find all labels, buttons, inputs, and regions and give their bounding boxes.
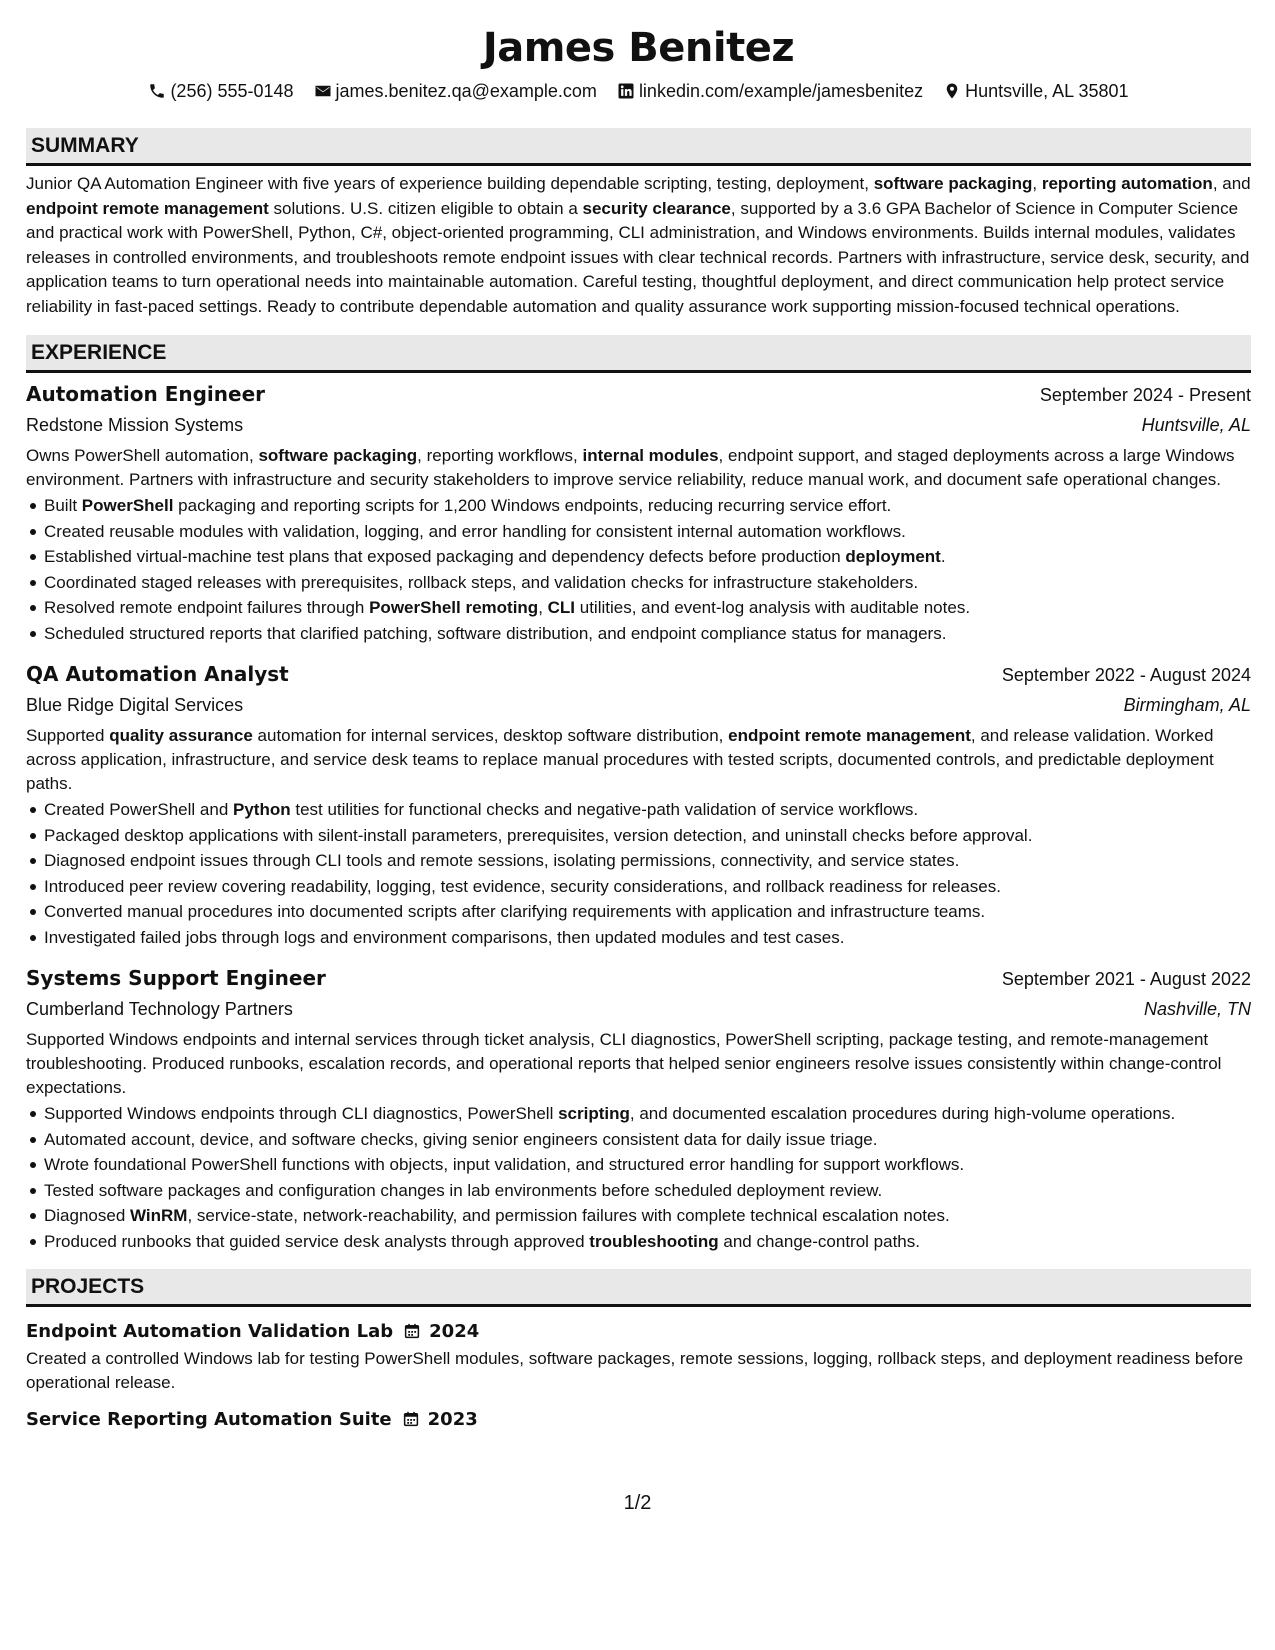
bold-keyword: reporting automation [1041,174,1213,193]
bullet-item [44,571,1251,595]
project-entry [26,1317,1251,1395]
job-company: Cumberland Technology Partners [26,999,293,1019]
section-header-summary [26,128,1251,166]
text-run: , and documented escalation procedures during high-volume operations. [629,1104,1176,1123]
bold-keyword: PowerShell remoting [369,598,539,617]
bullet-item [44,622,1251,646]
text-run: , supported by a 3.6 GPA Bachelor of Science in Computer Science and practical work with PowerShell, Python, C#, object-oriented programming, CLI administration, and Windows environments. Builds internal modules, validates releases in controlled environments, and troubleshoots remote endpoint issues with clear technical records. Partners with infrastructure, service desk, security, and application teams to turn operational needs into maintainable automation. Careful testing, thoughtful deployment, and direct communication help protect service reliability in fast-paced settings. Ready to contribute dependable automation and quality assurance work supporting mission-focused technical operations. [26,198,1250,316]
text-run: packaging and reporting scripts for 1,200 Windows endpoints, reducing recurring service effort. [173,496,892,515]
job-title: Automation Engineer [26,382,266,406]
bold-keyword: internal modules [582,446,719,465]
project-description: Created a controlled Windows lab for testing PowerShell modules, software packages, remote sessions, logging, rollback steps, and deployment readiness before operational release. [26,1349,1244,1392]
text-run: Coordinated staged releases with prerequisites, rollback steps, and validation checks for infrastructure stakeholders. [44,572,919,592]
job-entry [26,659,1251,949]
location-text: Huntsville, AL 35801 [965,80,1129,101]
bold-keyword: CLI [547,598,576,617]
bullet-item [44,1230,1251,1254]
section-header-projects [26,1269,1251,1307]
job-location: Huntsville, AL [1141,415,1251,435]
project-entry [26,1405,1251,1433]
contact-linkedin[interactable] [617,81,923,102]
bold-keyword: troubleshooting [589,1231,719,1251]
bullet-item [44,824,1251,848]
text-run: Wrote foundational PowerShell functions with objects, input validation, and structured error handling for support workflows. [44,1155,965,1174]
text-run: , [538,598,548,617]
bullet-item [44,1204,1251,1228]
text-run: Produced runbooks that guided service desk analysts through approved [44,1231,590,1251]
contact-phone [148,81,293,102]
job-subheader [26,994,1251,1024]
text-run: Established virtual-machine test plans that exposed packaging and dependency defects before production [44,547,846,566]
contact-email[interactable] [314,81,597,102]
job-title: Systems Support Engineer [26,966,326,990]
text-run: Diagnosed [44,1206,131,1225]
job-entry [26,963,1251,1253]
text-run: Packaged desktop applications with silent-install parameters, prerequisites, version detection, and uninstall checks before approval. [44,825,1033,845]
job-bullets [26,798,1251,949]
bold-keyword: WinRM [130,1206,188,1225]
project-title: Endpoint Automation Validation Lab [26,1320,394,1342]
text-run: automation for internal services, desktop software distribution, [252,726,729,745]
text-run: Automated account, device, and software checks, giving senior engineers consistent data for daily issue triage. [44,1129,878,1149]
linkedin-link[interactable]: linkedin.com/example/jamesbenitez [638,80,924,101]
text-run: Scheduled structured reports that clarified patching, software distribution, and endpoint compliance status for managers. [44,623,947,643]
calendar-icon [403,1322,421,1340]
project-date [403,1321,479,1342]
text-run: , service-state, network-reachability, and permission failures with complete technical escalation notes. [187,1206,950,1225]
section-title: PROJECTS [31,1274,145,1298]
job-subheader [26,690,1251,720]
linkedin-icon [617,82,635,100]
job-entry [26,379,1251,645]
job-location: Nashville, TN [1143,999,1251,1019]
bullet-item [44,596,1251,620]
bold-keyword: software packaging [873,174,1033,193]
contact-bar [26,78,1251,104]
job-company: Blue Ridge Digital Services [26,695,244,715]
project-header [26,1405,1251,1433]
bullet-item [44,1128,1251,1152]
page-indicator: 1/2 [623,1492,652,1514]
project-year: 2023 [427,1408,478,1430]
job-header [26,659,1251,690]
bold-keyword: security clearance [582,198,731,218]
job-title: QA Automation Analyst [26,662,289,686]
bullet-item [44,875,1251,899]
text-run: , and [1212,174,1251,193]
text-run: Junior QA Automation Engineer with five years of experience building dependable scripting, testing, deployment, [26,174,874,193]
job-bullets [26,494,1251,645]
bullet-item [44,900,1251,924]
phone-text: (256) 555-0148 [170,80,294,101]
bold-keyword: endpoint remote management [728,726,971,745]
text-run: Supported Windows endpoints through CLI diagnostics, PowerShell [44,1104,559,1123]
bullet-item [44,798,1251,822]
candidate-name: James Benitez [482,25,795,71]
bullet-item [44,926,1251,950]
job-dates: September 2022 - August 2024 [1001,665,1251,685]
job-header [26,379,1251,410]
bullet-item [44,494,1251,518]
text-run: Created reusable modules with validation, logging, and error handling for consistent internal automation workflows. [44,521,906,541]
bold-keyword: Python [233,800,291,819]
text-run: , and release validation. Worked across application, infrastructure, and service desk teams to replace manual procedures with tested scripts, documented controls, and predictable deployment paths. [26,726,1214,793]
job-dates: September 2021 - August 2022 [1001,969,1251,989]
text-run: Diagnosed endpoint issues through CLI tools and remote sessions, isolating permissions, connectivity, and service states. [44,851,960,870]
text-run: Resolved remote endpoint failures through [44,598,370,617]
bold-keyword: scripting [558,1104,630,1123]
job-dates: September 2024 - Present [1039,385,1251,405]
project-header [26,1317,1251,1345]
bold-keyword: endpoint remote management [26,198,269,218]
bold-keyword: software packaging [258,446,418,465]
text-run: , reporting workflows, [417,446,583,465]
bold-keyword: PowerShell [81,496,174,515]
contact-location [943,81,1128,102]
text-run: , endpoint support, and staged deployments across a large Windows environment. Partners with infrastructure and security stakeholders to improve service reliability, reduce manual work, and document safe operational changes. [26,446,1235,489]
job-summary [26,1028,1251,1100]
bold-keyword: quality assurance [109,726,253,745]
job-company: Redstone Mission Systems [26,415,244,435]
project-date [402,1409,478,1430]
section-title: EXPERIENCE [31,340,167,364]
map-pin-icon [943,82,961,100]
text-run: and change-control paths. [718,1231,920,1251]
text-run: Owns PowerShell automation, [26,446,259,465]
text-run: Converted manual procedures into documented scripts after clarifying requirements with application and infrastructure teams. [44,902,986,921]
text-run: Tested software packages and configuration changes in lab environments before scheduled deployment review. [44,1180,883,1200]
text-run: solutions. U.S. citizen eligible to obtain a [268,198,583,218]
text-run: Created PowerShell and [44,800,234,819]
bold-keyword: deployment [845,547,941,566]
bullet-item [44,849,1251,873]
bullet-item [44,1153,1251,1177]
text-run: test utilities for functional checks and negative-path validation of service workflows. [290,800,919,819]
calendar-icon [402,1410,420,1428]
text-run: . [940,547,946,566]
text-run: utilities, and event-log analysis with auditable notes. [575,598,971,617]
text-run: , [1032,174,1042,193]
job-summary [26,724,1251,796]
text-run: Introduced peer review covering readability, logging, test evidence, security considerations, and rollback readiness for releases. [44,876,1001,896]
bullet-item [44,1102,1251,1126]
job-summary [26,444,1251,492]
project-year: 2024 [429,1320,480,1342]
project-title: Service Reporting Automation Suite [26,1408,392,1430]
job-subheader [26,410,1251,440]
text-run: Built [44,496,82,515]
text-run: Investigated failed jobs through logs and environment comparisons, then updated modules and test cases. [44,927,845,947]
bullet-item [44,1179,1251,1203]
summary-paragraph [26,172,1251,319]
resume-page [26,22,1251,1433]
job-header [26,963,1251,994]
bullet-item [44,545,1251,569]
bullet-item [44,520,1251,544]
phone-icon [148,82,166,100]
section-title: SUMMARY [31,133,139,157]
text-run: Supported [26,726,110,745]
text-run: Supported Windows endpoints and internal services through ticket analysis, CLI diagnostics, PowerShell scripting, package testing, and remote-management troubleshooting. Produced runbooks, escalation records, and operational reports that helped senior engineers resolve issues consistently within change-control expectations. [26,1030,1222,1097]
job-bullets [26,1102,1251,1253]
email-link[interactable]: james.benitez.qa@example.com [335,80,597,101]
section-header-experience [26,335,1251,373]
job-location: Birmingham, AL [1123,695,1251,715]
envelope-icon [314,82,332,100]
